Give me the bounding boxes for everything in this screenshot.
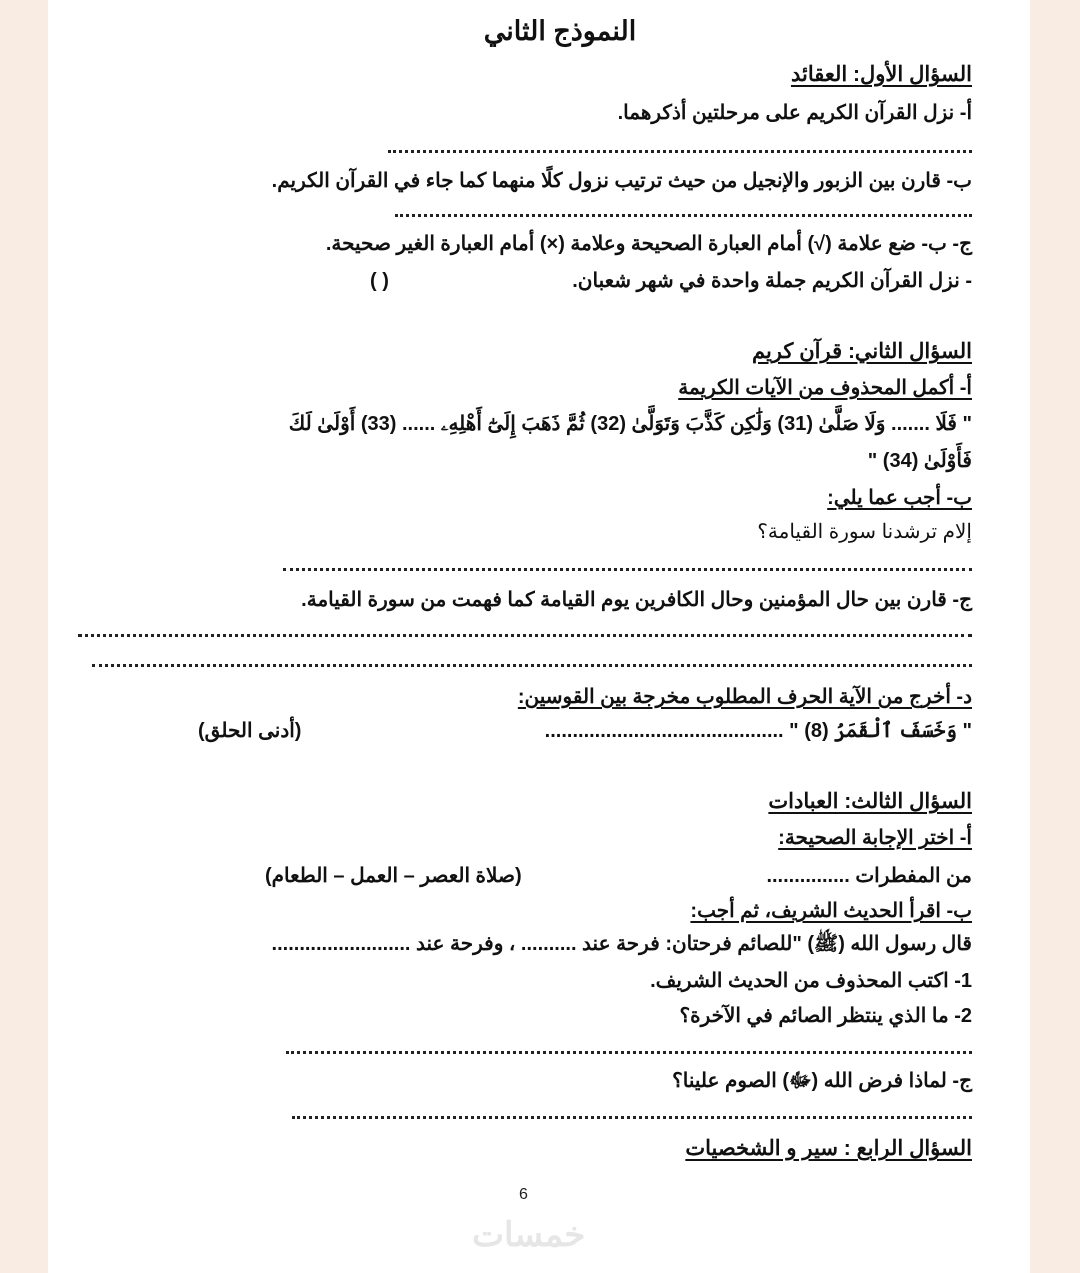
q3-c: ج- لماذا فرض الله (ﷻ) الصوم علينا؟ bbox=[672, 1070, 972, 1092]
hadith: قال رسول الله (ﷺ) "للصائم فرحتان: فرحة عند .......... ، وفرحة عند ......................... bbox=[271, 933, 972, 955]
verse-line-1: " فَلَا ....... وَلَا صَلَّىٰ (31) وَلَٰكِن كَذَّبَ وَتَوَلَّىٰ (32) ثُمَّ ذَهَبَ إِلَىٰٓ أَهْلِهِۦ ...... (33) أَوْلَىٰ لَكَ bbox=[288, 413, 972, 435]
answer-line[interactable] bbox=[286, 1051, 972, 1054]
q2-c: ج- قارن بين حال المؤمنين وحال الكافرين يوم القيامة كما فهمت من سورة القيامة. bbox=[301, 589, 972, 611]
q2-d-verse: " وَخَسَفَ ٱلْقَمَرُ (8) " ........................................... bbox=[544, 720, 972, 742]
page-number: 6 bbox=[519, 1186, 528, 1203]
answer-parens[interactable]: ( ) bbox=[370, 270, 389, 292]
answer-line[interactable] bbox=[283, 568, 972, 571]
q1-heading: السؤال الأول: العقائد bbox=[790, 63, 972, 86]
answer-line[interactable] bbox=[292, 1116, 972, 1119]
answer-line[interactable] bbox=[92, 664, 972, 667]
q4-heading: السؤال الرابع : سير و الشخصيات bbox=[685, 1137, 972, 1160]
q3-a-options: (صلاة العصر – العمل – الطعام) bbox=[265, 865, 522, 887]
page-title: النموذج الثاني bbox=[483, 16, 637, 46]
q1-a: أ- نزل القرآن الكريم على مرحلتين أذكرهما. bbox=[617, 102, 972, 124]
q3-heading: السؤال الثالث: العبادات bbox=[768, 790, 972, 813]
q2-heading: السؤال الثاني: قرآن كريم bbox=[751, 340, 972, 363]
answer-line[interactable] bbox=[388, 150, 972, 153]
q3-b-heading: ب- اقرأ الحديث الشريف، ثم أجب: bbox=[690, 900, 972, 922]
q3-b1: 1- اكتب المحذوف من الحديث الشريف. bbox=[650, 970, 972, 992]
q1-b: ب- قارن بين الزبور والإنجيل من حيث ترتيب نزول كلًا منهما كما جاء في القرآن الكريم. bbox=[271, 170, 972, 192]
q3-b2: 2- ما الذي ينتظر الصائم في الآخرة؟ bbox=[679, 1005, 972, 1027]
q2-b-question: إلام ترشدنا سورة القيامة؟ bbox=[757, 521, 972, 543]
q1-statement: - نزل القرآن الكريم جملة واحدة في شهر شعبان. bbox=[572, 270, 972, 292]
verse-line-2: فَأَوْلَىٰ (34) " bbox=[867, 450, 972, 472]
q2-d-heading: د- أخرج من الآية الحرف المطلوب مخرجة بين القوسين: bbox=[517, 686, 972, 708]
q2-a-heading: أ- أكمل المحذوف من الآيات الكريمة bbox=[678, 377, 972, 399]
answer-line[interactable] bbox=[395, 214, 972, 217]
q3-a-question: من المفطرات ............... bbox=[766, 865, 972, 887]
q3-a-heading: أ- اختر الإجابة الصحيحة: bbox=[778, 827, 972, 849]
q2-b-heading: ب- أجب عما يلي: bbox=[827, 487, 972, 509]
watermark-logo: خمسات bbox=[472, 1216, 586, 1254]
answer-line[interactable] bbox=[78, 634, 972, 637]
q2-d-hint: (أدنى الحلق) bbox=[198, 720, 302, 742]
q1-c: ج- ب- ضع علامة (√) أمام العبارة الصحيحة وعلامة (×) أمام العبارة الغير صحيحة. bbox=[325, 233, 972, 255]
